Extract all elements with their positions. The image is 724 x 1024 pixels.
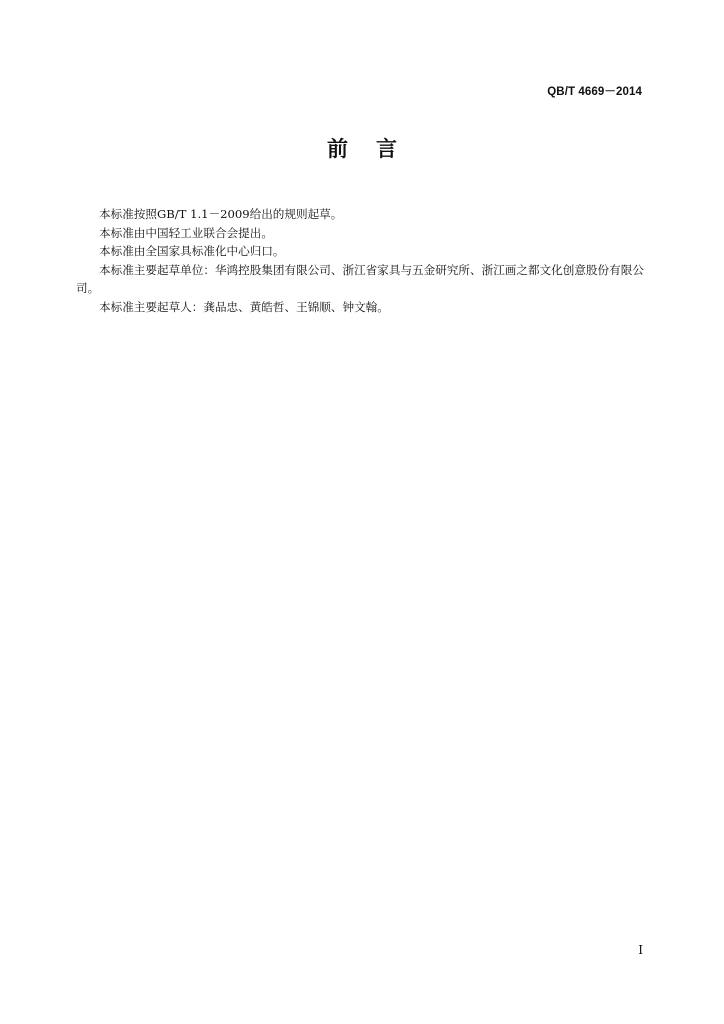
page-number: I: [638, 943, 643, 957]
paragraph-proposer: 本标准由中国轻工业联合会提出。: [99, 225, 273, 240]
paragraph-administrator: 本标准由全国家具标准化中心归口。: [99, 244, 285, 258]
paragraph-drafters: 本标准主要起草人：龚品忠、黄皓哲、王锦顺、钟文翰。: [99, 299, 389, 314]
paragraph-drafting-units: 本标准主要起草单位：华鸿控股集团有限公司、浙江省家具与五金研究所、浙江画之都文化创意股份有限公司。: [76, 262, 644, 295]
standard-code: QB/T 4669－2014: [547, 86, 642, 98]
paragraph-drafting-rules: 本标准按照GB/T 1.1－2009给出的规则起草。: [99, 207, 343, 221]
page-title: 前言: [327, 137, 425, 161]
foreword-body: [76, 205, 644, 316]
